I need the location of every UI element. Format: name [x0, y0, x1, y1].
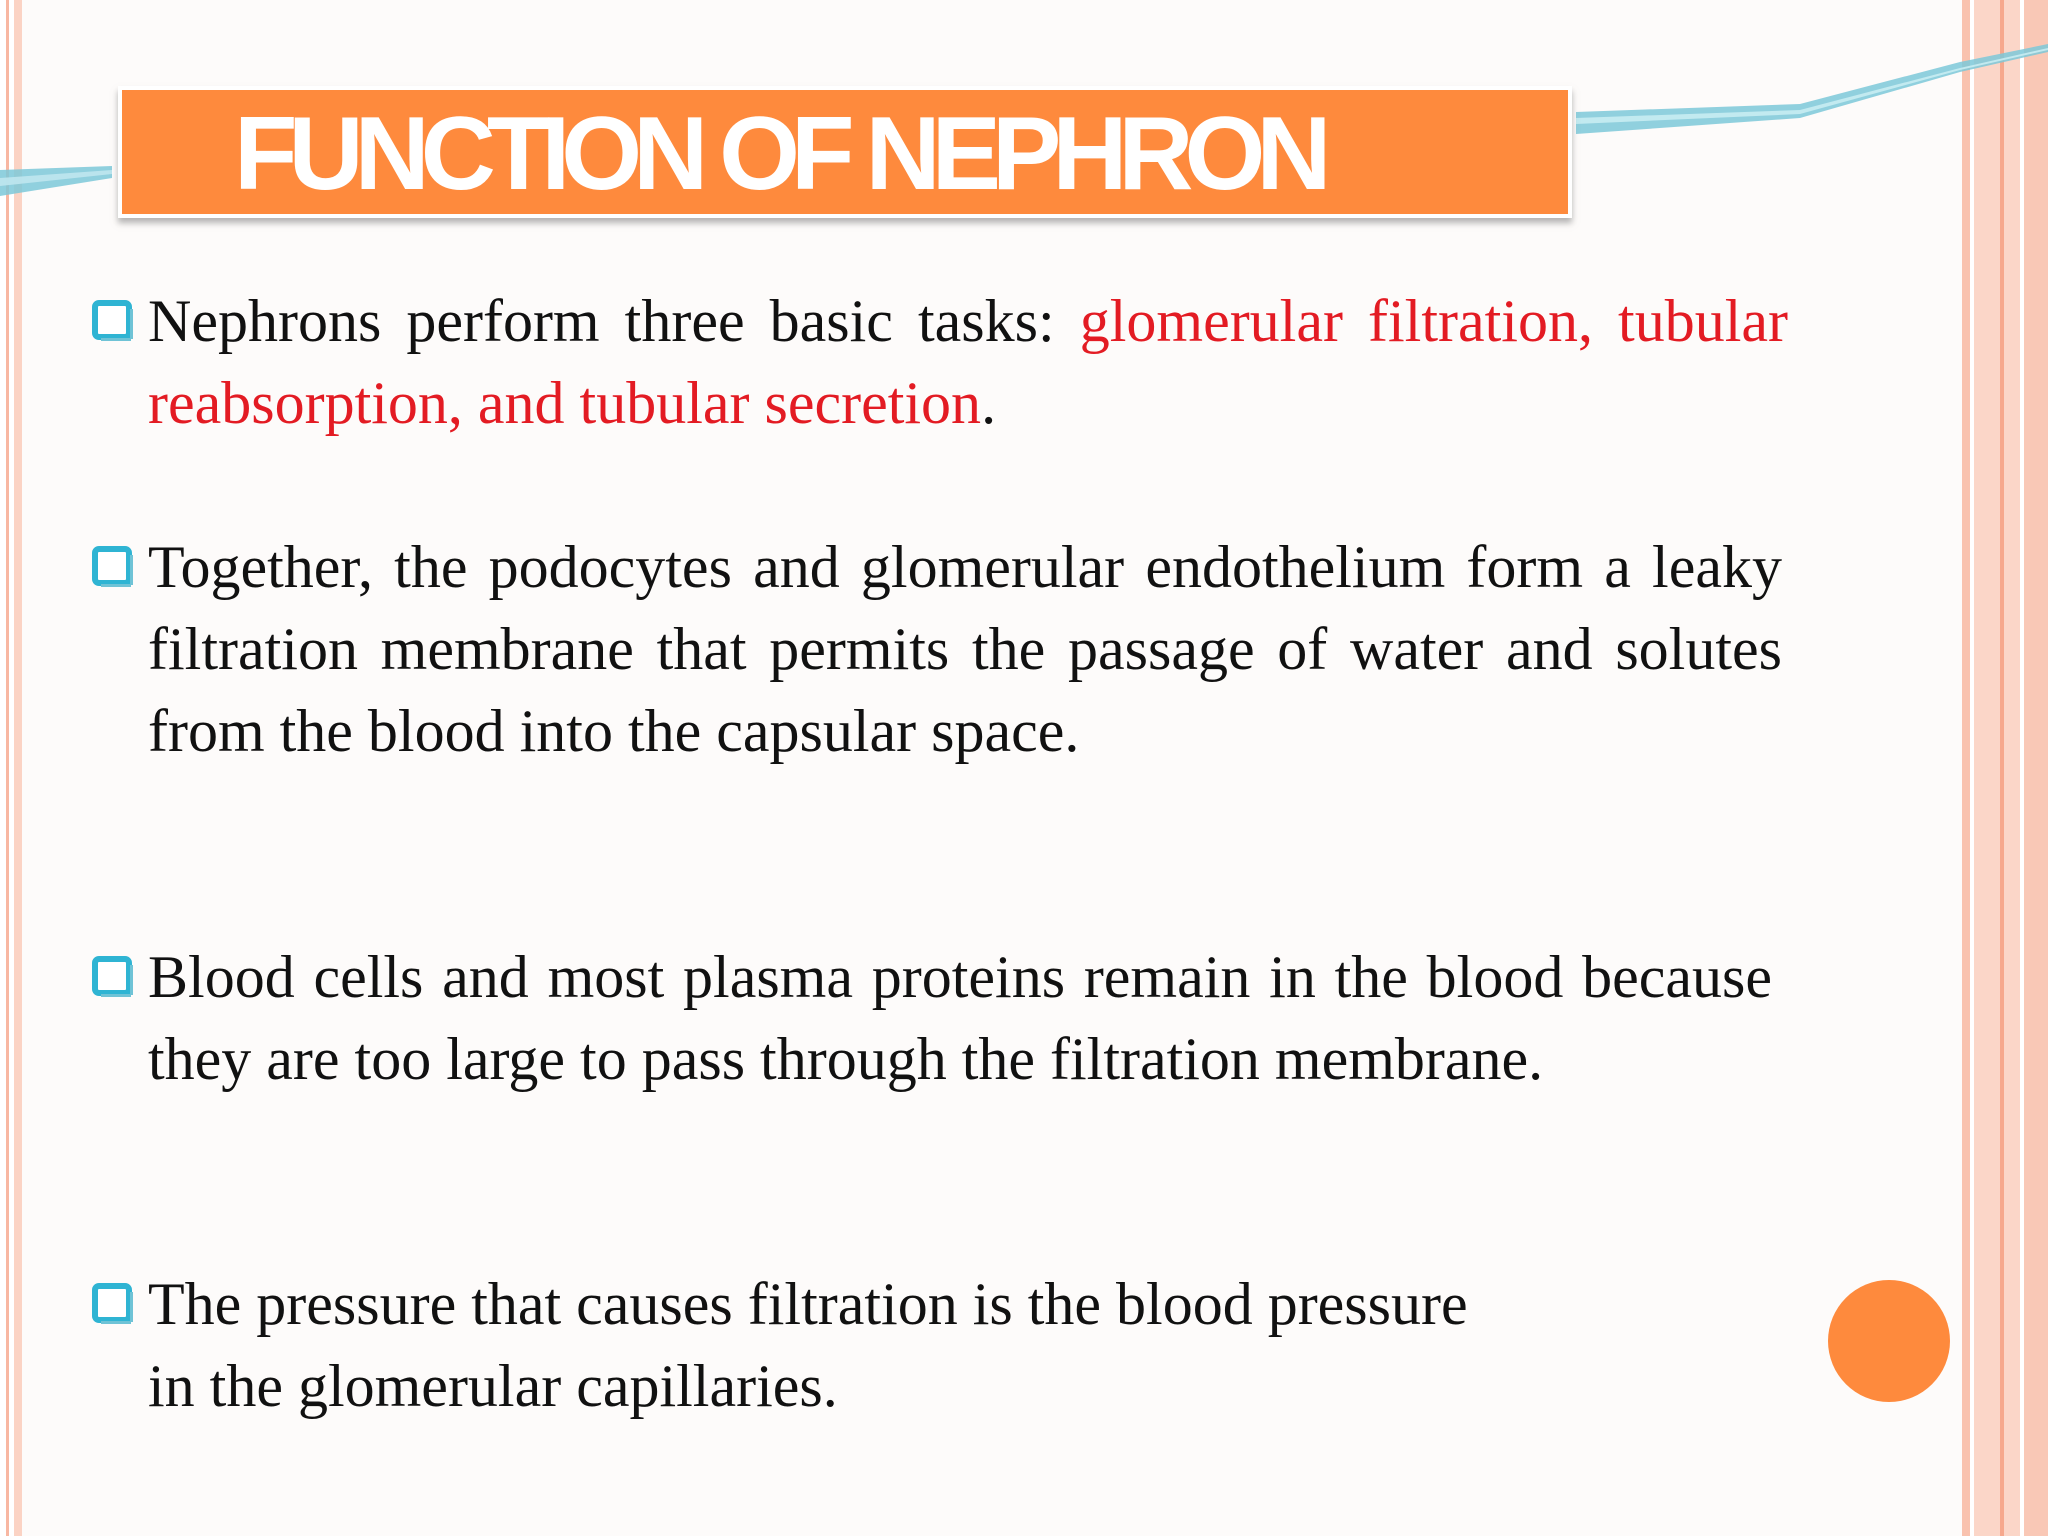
- bullet-text: [148, 280, 1788, 444]
- left-streak: [0, 166, 112, 196]
- bullet-item: [92, 280, 1788, 444]
- right-streak: [1576, 44, 2048, 134]
- checkbox-square-icon: [92, 956, 134, 998]
- bullet-text-highlight: glomerular filtration, tubular reabsorption, and tubular secretion: [148, 288, 1788, 436]
- bullet-text-end: .: [981, 370, 997, 436]
- bullet-text: Together, the podocytes and glomerular endothelium form a leaky filtration membrane that permits the passage of water and solutes from the blood into the capsular space.: [148, 534, 1782, 764]
- bullet-text: The pressure that causes filtration is the blood pressure in the glomerular capillaries.: [148, 1271, 1468, 1419]
- bullet-item: [92, 1263, 1522, 1427]
- bullet-text: Blood cells and most plasma proteins remain in the blood because they are too large to pass through the filtration membrane.: [148, 944, 1772, 1092]
- bullet-item: [92, 936, 1772, 1100]
- title-banner: [118, 86, 1572, 218]
- checkbox-square-icon: [92, 546, 134, 588]
- checkbox-square-icon: [92, 1283, 134, 1325]
- bullet-item: [92, 526, 1782, 772]
- checkbox-square-icon: [92, 300, 134, 342]
- slide-title: FUNCTION OF NEPHRON: [234, 96, 1323, 212]
- bullet-text-plain: Nephrons perform three basic tasks:: [148, 288, 1080, 354]
- accent-circle: [1828, 1280, 1950, 1402]
